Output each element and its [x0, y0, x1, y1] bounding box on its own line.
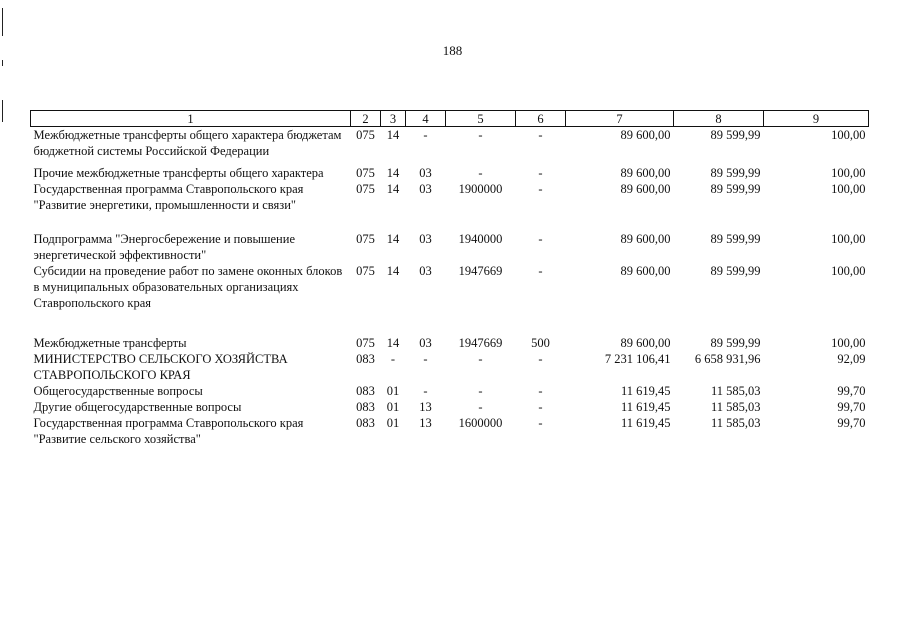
cell-target: -: [478, 352, 483, 366]
cell-actual: 11 585,03: [710, 416, 761, 430]
scan-edge-mark-middle: [2, 100, 3, 122]
cell-percent: 100,00: [831, 166, 866, 180]
table-row: [31, 399, 869, 415]
cell-plan: 89 600,00: [620, 166, 671, 180]
cell-percent: 99,70: [837, 384, 866, 398]
row-name: МИНИСТЕРСТВО СЕЛЬСКОГО ХОЗЯЙСТВА СТАВРОПОЛЬСКОГО КРАЯ: [33, 352, 288, 382]
cell-section: 14: [386, 166, 400, 180]
cell-actual: 6 658 931,96: [694, 352, 761, 366]
page-number: 188: [442, 43, 463, 58]
cell-target: 1940000: [458, 232, 503, 246]
cell-section: 01: [386, 400, 400, 414]
cell-plan: 89 600,00: [620, 182, 671, 196]
column-header: 2: [351, 111, 381, 127]
cell-expense-type: -: [538, 400, 543, 414]
cell-target: 1600000: [458, 416, 503, 430]
column-header: 4: [406, 111, 446, 127]
row-name: Прочие межбюджетные трансферты общего характера: [33, 166, 324, 180]
cell-code: 083: [356, 416, 375, 430]
cell-expense-type: -: [538, 352, 543, 366]
cell-percent: 100,00: [831, 264, 866, 278]
cell-plan: 89 600,00: [620, 128, 671, 142]
cell-percent: 99,70: [837, 416, 866, 430]
cell-actual: 89 599,99: [710, 336, 761, 350]
cell-percent: 92,09: [837, 352, 866, 366]
cell-subsection: 03: [419, 166, 432, 180]
cell-section: 14: [386, 182, 400, 196]
scan-edge-mark-small: [2, 60, 3, 66]
row-name: Подпрограмма "Энергосбережение и повышение энергетической эффективности": [33, 232, 295, 262]
cell-expense-type: -: [538, 384, 543, 398]
cell-code: 075: [356, 128, 375, 142]
cell-subsection: 13: [419, 400, 432, 414]
cell-subsection: 03: [419, 232, 432, 246]
cell-target: 1947669: [458, 336, 503, 350]
cell-actual: 89 599,99: [710, 166, 761, 180]
table-row: [31, 181, 869, 231]
cell-actual: 89 599,99: [710, 182, 761, 196]
cell-code: 075: [356, 166, 375, 180]
table-row: [31, 165, 869, 181]
table-row: [31, 351, 869, 383]
table-row: [31, 127, 869, 166]
cell-plan: 89 600,00: [620, 336, 671, 350]
cell-section: 01: [386, 416, 400, 430]
row-name: Государственная программа Ставропольского края "Развитие сельского хозяйства": [33, 416, 304, 446]
cell-code: 075: [356, 264, 375, 278]
cell-target: -: [478, 128, 483, 142]
cell-actual: 11 585,03: [710, 400, 761, 414]
cell-expense-type: -: [538, 264, 543, 278]
cell-expense-type: -: [538, 232, 543, 246]
cell-section: 14: [386, 232, 400, 246]
row-name: Субсидии на проведение работ по замене оконных блоков в муниципальных образовательных организациях Ставропольского края: [33, 264, 343, 310]
cell-section: 01: [386, 384, 400, 398]
cell-subsection: 13: [419, 416, 432, 430]
cell-actual: 89 599,99: [710, 232, 761, 246]
cell-target: -: [478, 166, 483, 180]
column-header: 1: [31, 111, 351, 127]
cell-code: 075: [356, 182, 375, 196]
column-header: 7: [566, 111, 674, 127]
row-name: Другие общегосударственные вопросы: [33, 400, 242, 414]
cell-expense-type: 500: [531, 336, 550, 350]
cell-subsection: 03: [419, 182, 432, 196]
cell-target: -: [478, 384, 483, 398]
cell-percent: 99,70: [837, 400, 866, 414]
cell-expense-type: -: [538, 182, 543, 196]
cell-code: 083: [356, 400, 375, 414]
column-header: 8: [674, 111, 764, 127]
cell-percent: 100,00: [831, 128, 866, 142]
table-row: [31, 263, 869, 335]
cell-plan: 89 600,00: [620, 232, 671, 246]
cell-section: 14: [386, 336, 400, 350]
column-header: 9: [764, 111, 869, 127]
cell-plan: 7 231 106,41: [604, 352, 671, 366]
cell-actual: 11 585,03: [710, 384, 761, 398]
table-header-row: [31, 111, 869, 127]
table-row: [31, 383, 869, 399]
cell-plan: 11 619,45: [620, 400, 671, 414]
cell-plan: 11 619,45: [620, 384, 671, 398]
scan-edge-mark-top: [2, 8, 3, 36]
cell-target: -: [478, 400, 483, 414]
cell-plan: 11 619,45: [620, 416, 671, 430]
cell-code: 075: [356, 336, 375, 350]
column-header: 5: [446, 111, 516, 127]
cell-section: 14: [386, 128, 400, 142]
cell-target: 1900000: [458, 182, 503, 196]
cell-subsection: 03: [419, 336, 432, 350]
cell-plan: 89 600,00: [620, 264, 671, 278]
cell-actual: 89 599,99: [710, 264, 761, 278]
cell-code: 083: [356, 384, 375, 398]
table-row: [31, 231, 869, 263]
cell-code: 075: [356, 232, 375, 246]
cell-code: 083: [356, 352, 375, 366]
cell-percent: 100,00: [831, 336, 866, 350]
row-name: Межбюджетные трансферты общего характера бюджетам бюджетной системы Российской Федерации: [33, 128, 342, 158]
column-header: 3: [381, 111, 406, 127]
budget-table: [30, 110, 869, 447]
cell-actual: 89 599,99: [710, 128, 761, 142]
cell-subsection: -: [423, 352, 428, 366]
cell-percent: 100,00: [831, 232, 866, 246]
cell-section: 14: [386, 264, 400, 278]
row-name: Государственная программа Ставропольского края "Развитие энергетики, промышленности и связи": [33, 182, 304, 212]
cell-percent: 100,00: [831, 182, 866, 196]
table-row: [31, 415, 869, 447]
row-name: Межбюджетные трансферты: [33, 336, 187, 350]
column-header: 6: [516, 111, 566, 127]
table-row: [31, 335, 869, 351]
cell-expense-type: -: [538, 166, 543, 180]
cell-target: 1947669: [458, 264, 503, 278]
cell-expense-type: -: [538, 416, 543, 430]
cell-subsection: 03: [419, 264, 432, 278]
cell-subsection: -: [423, 384, 428, 398]
cell-section: -: [390, 352, 396, 366]
cell-expense-type: -: [538, 128, 543, 142]
row-name: Общегосударственные вопросы: [33, 384, 203, 398]
cell-subsection: -: [423, 128, 428, 142]
